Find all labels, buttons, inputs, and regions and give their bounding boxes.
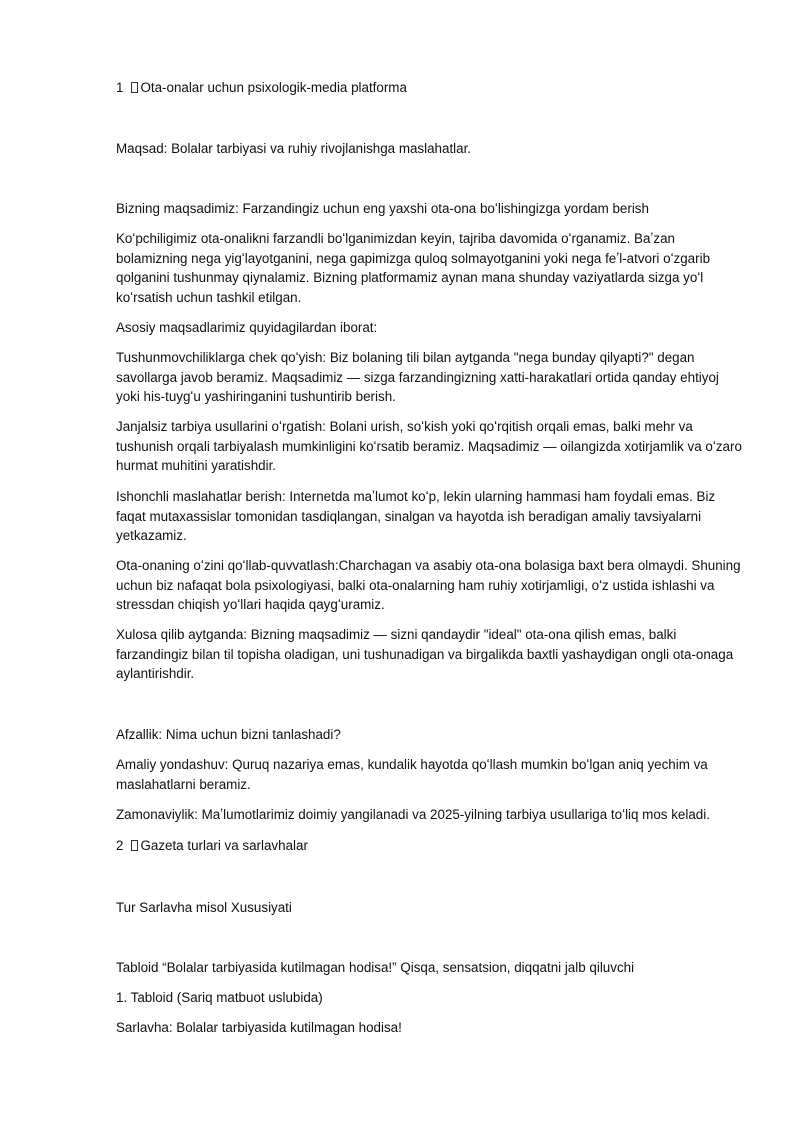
section-2-number: 2 — [116, 838, 124, 853]
paragraph-our-goal: Bizning maqsadimiz: Farzandingiz uchun eng yaxshi ota-ona boʻlishingizga yordam berish — [116, 201, 649, 216]
paragraph-misunderstandings: Tushunmovchiliklarga chek qoʻyish: Biz bolaning tili bilan aytganda "nega bunday qilyapti?" degan savollarga javob beramiz. Maqsadimiz — sizga farzandingizning xatti-harakatlari ortida qanday ehtiyoj yoki his-tuygʻu yashiringanini tushuntirib berish. — [116, 350, 719, 405]
section-1-number: 1 — [116, 80, 124, 95]
paragraph-headline: Sarlavha: Bolalar tarbiyasida kutilmagan hodisa! — [116, 1020, 402, 1035]
paragraph-advantage: Afzallik: Nima uchun bizni tanlashadi? — [116, 727, 341, 742]
paragraph-conclusion: Xulosa qilib aytganda: Bizning maqsadimiz — sizni qandaydir "ideal" ota-ona qilish emas, balki farzandingiz bilan til topisha oladigan, uni tushunadigan va birgalikda baxtli yashaydigan ongli ota-onaga aylantirishdir. — [116, 627, 734, 682]
section-2-heading — [116, 836, 746, 856]
missing-glyph-icon — [131, 82, 138, 93]
section-1-heading — [116, 78, 746, 98]
paragraph-main-goals: Asosiy maqsadlarimiz quyidagilardan iborat: — [116, 320, 378, 335]
paragraph-practical: Amaliy yondashuv: Quruq nazariya emas, kundalik hayotda qoʻllash mumkin boʻlgan aniq yechim va maslahatlarni beramiz. — [116, 757, 708, 792]
section-2-title: Gazeta turlari va sarlavhalar — [140, 838, 308, 853]
paragraph-reliable-advice: Ishonchli maslahatlar berish: Internetda maʼlumot koʻp, lekin ularning hammasi ham foydali emas. Biz faqat mutaxassislar tomonidan tasdiqlangan, sinalgan va hayotda ish beradigan amaliy tavsiyalarni yetkazamiz. — [116, 489, 716, 544]
section-1-title: Ota-onalar uchun psixologik-media platforma — [140, 80, 407, 95]
paragraph-tabloid-item: 1. Tabloid (Sariq matbuot uslubida) — [116, 990, 323, 1005]
paragraph-conflict-free: Janjalsiz tarbiya usullarini oʻrgatish: Bolani urish, soʻkish yoki qoʻrqitish orqali emas, balki mehr va tushunish orqali tarbiyalash mumkinligini koʻrsatib beramiz. Maqsadimiz — oilangizda xotirjamlik va oʻzaro hurmat muhitini yaratishdir. — [116, 419, 742, 474]
paragraph-modern: Zamonaviylik: Maʼlumotlarimiz doimiy yangilanadi va 2025-yilning tarbiya usullariga toʻliq mos keladi. — [116, 807, 710, 822]
paragraph-parent-support: Ota-onaning oʻzini qoʻllab-quvvatlash:Charchagan va asabiy ota-ona bolasiga baxt bera olmaydi. Shuning uchun biz nafaqat bola psixologiyasi, balki ota-onalarning ham ruhiy xotirjamligi, oʻz ustida ishlashi va stressdan chiqish yoʻllari haqida qaygʻuramiz. — [116, 558, 741, 613]
missing-glyph-icon — [131, 840, 138, 851]
paragraph-goal: Maqsad: Bolalar tarbiyasi va ruhiy rivojlanishga maslahatlar. — [116, 141, 472, 156]
paragraph-intro: Koʻpchiligimiz ota-onalikni farzandli boʻlganimizdan keyin, tajriba davomida oʻrganamiz. Baʼzan bolamizning nega yigʻlayotganini, nega gapimizga quloq solmayotganini yoki nega feʼl-atvori oʻzgarib qolganini tushunmay qiynalamiz. Bizning platformamiz aynan mana shunday vaziyatlarda sizga yoʻl koʻrsatish uchun tashkil etilgan. — [116, 231, 711, 306]
table-row-tabloid: Tabloid “Bolalar tarbiyasida kutilmagan hodisa!” Qisqa, sensatsion, diqqatni jalb qiluvchi — [116, 960, 635, 975]
table-header-row: Tur Sarlavha misol Xususiyati — [116, 900, 292, 915]
